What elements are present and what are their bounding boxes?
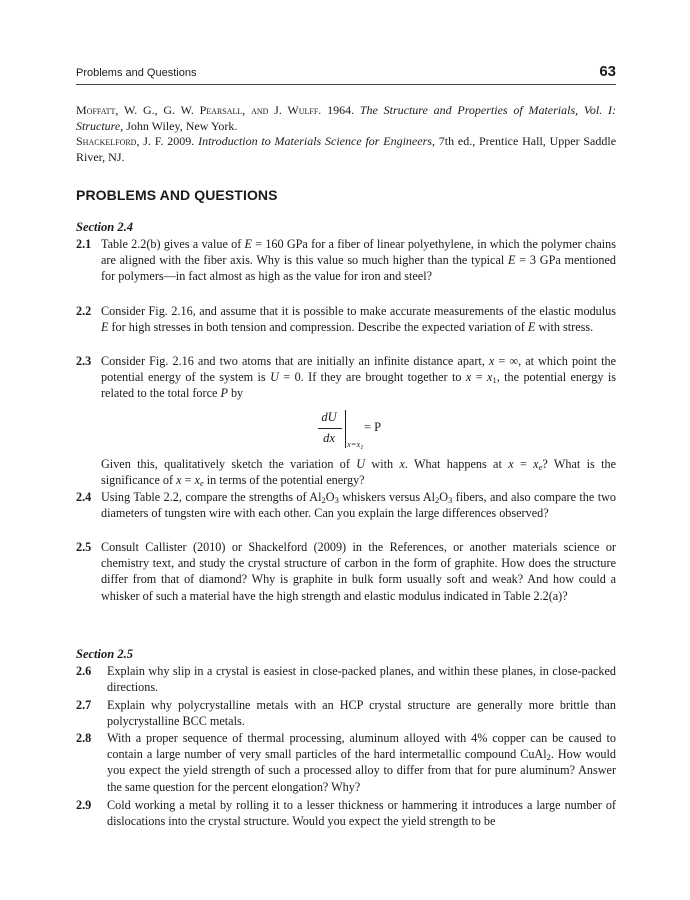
reference-author: Shackelford, J. F. [76, 134, 164, 148]
section-title-2-4: Section 2.4 [76, 220, 133, 234]
problem-2-8 [76, 730, 616, 795]
problem-number: 2.9 [76, 798, 92, 812]
problem-text: Table 2.2(b) gives a value of E = 160 GPa for a fiber of linear polyethylene, in which the polymer chains are aligned with the fiber axis. Why is this value so much higher than the typical E = 3 GPa mentioned for polymers—in fact almost as high as the value for iron and steel? [101, 237, 616, 284]
section-title-2-5: Section 2.5 [76, 647, 133, 661]
problem-2-3 [76, 353, 616, 402]
page-number: 63 [599, 63, 616, 80]
problem-text: Consider Fig. 2.16, and assume that it is possible to make accurate measurements of the elastic modulus E for high stresses in both tension and compression. Describe the expected variation of E with stress. [101, 304, 616, 335]
problem-number: 2.8 [76, 731, 92, 745]
problem-text: Explain why polycrystalline metals with an HCP crystal structure are generally more brittle than polycrystalline BCC metals. [107, 698, 616, 729]
problem-text: Consider Fig. 2.16 and two atoms that are initially an infinite distance apart, x = ∞, at which point the potential energy of the system is U = 0. If they are brought together to $x = x_1$, the potential energy is related to the total force P by [101, 354, 616, 401]
reference-title: The Structure and Properties of Materials, Vol. I: Structure [76, 103, 616, 133]
reference-publisher: , 7th ed., Prentice Hall, Upper Saddle River, NJ. [76, 134, 617, 164]
problem-number: 2.2 [76, 304, 92, 318]
equation-rhs: = P [364, 420, 382, 434]
problem-2-4 [76, 489, 616, 521]
problem-text: With a proper sequence of thermal processing, aluminum alloyed with 4% copper can be caused to contain a large number of very small particles of the hard intermetallic compound CuAl$_2$. How would you expect the yield strength of such a processed alloy to differ from that for pure aluminum? Answer the same question for the percent elongation? Why? [107, 731, 616, 794]
problem-text: Given this, qualitatively sketch the variation of U with x. What happens at $x = x_e$? What is the significance of $x = x_e$ in terms of the potential energy? [101, 457, 617, 489]
evaluation-point: $x=x_1$ [347, 439, 364, 451]
problem-number: 2.5 [76, 540, 92, 554]
problem-text: Consult Callister (2010) or Shackelford (2009) in the References, or another materials science or chemistry text, and study the crystal structure of carbon in the form of graphite. How does the structure differ from that of diamond? Why is graphite in bulk form usually soft and weak? And how could a whisker of such a material have the high strength and elastic modulus indicated in Table 2.2(a)? [101, 540, 616, 603]
running-title: Problems and Questions [76, 67, 197, 79]
problem-number: 2.4 [76, 490, 92, 504]
equation-numerator: dU [321, 410, 337, 424]
problem-2-3-continued [76, 456, 616, 488]
problem-2-2 [76, 303, 616, 335]
running-head [76, 63, 616, 82]
problem-2-9 [76, 797, 616, 829]
equation-denominator: dx [323, 431, 335, 445]
section-heading: PROBLEMS AND QUESTIONS [76, 187, 278, 203]
reference-year: 2009. [167, 134, 195, 148]
fraction-bar [318, 428, 342, 429]
problem-2-6 [76, 663, 616, 695]
evaluation-bar [345, 410, 346, 448]
problem-2-7 [76, 697, 616, 729]
problem-text: Explain why slip in a crystal is easiest in close-packed planes, and within these planes, in close-packed directions. [107, 664, 616, 695]
problem-number: 2.1 [76, 237, 92, 251]
problem-number: 2.3 [76, 354, 92, 368]
problem-number: 2.7 [76, 698, 92, 712]
problem-2-5 [76, 539, 616, 604]
problem-2-1 [76, 236, 616, 285]
problem-number: 2.6 [76, 664, 92, 678]
reference-shackelford [76, 134, 616, 165]
problem-text: Using Table 2.2, compare the strengths of $Al_2O_3$ whiskers versus $Al_2O_3$ fibers, and also compare the two diameters of tungsten wire with each other. Can you explain the large differences observed? [101, 490, 616, 521]
reference-moffatt [76, 103, 616, 134]
reference-author: Moffatt, W. G., G. W. Pearsall, and J. Wulff. [76, 103, 322, 117]
problem-text: Cold working a metal by rolling it to a lesser thickness or hammering it introduces a large number of dislocations into the crystal structure. Would you expect the yield strength to be [107, 798, 616, 829]
reference-title: Introduction to Materials Science for Engineers [198, 134, 432, 148]
reference-year: 1964. [327, 103, 355, 117]
reference-publisher: , John Wiley, New York. [120, 118, 238, 133]
equation-potential-energy [318, 410, 428, 450]
header-rule [76, 84, 616, 85]
